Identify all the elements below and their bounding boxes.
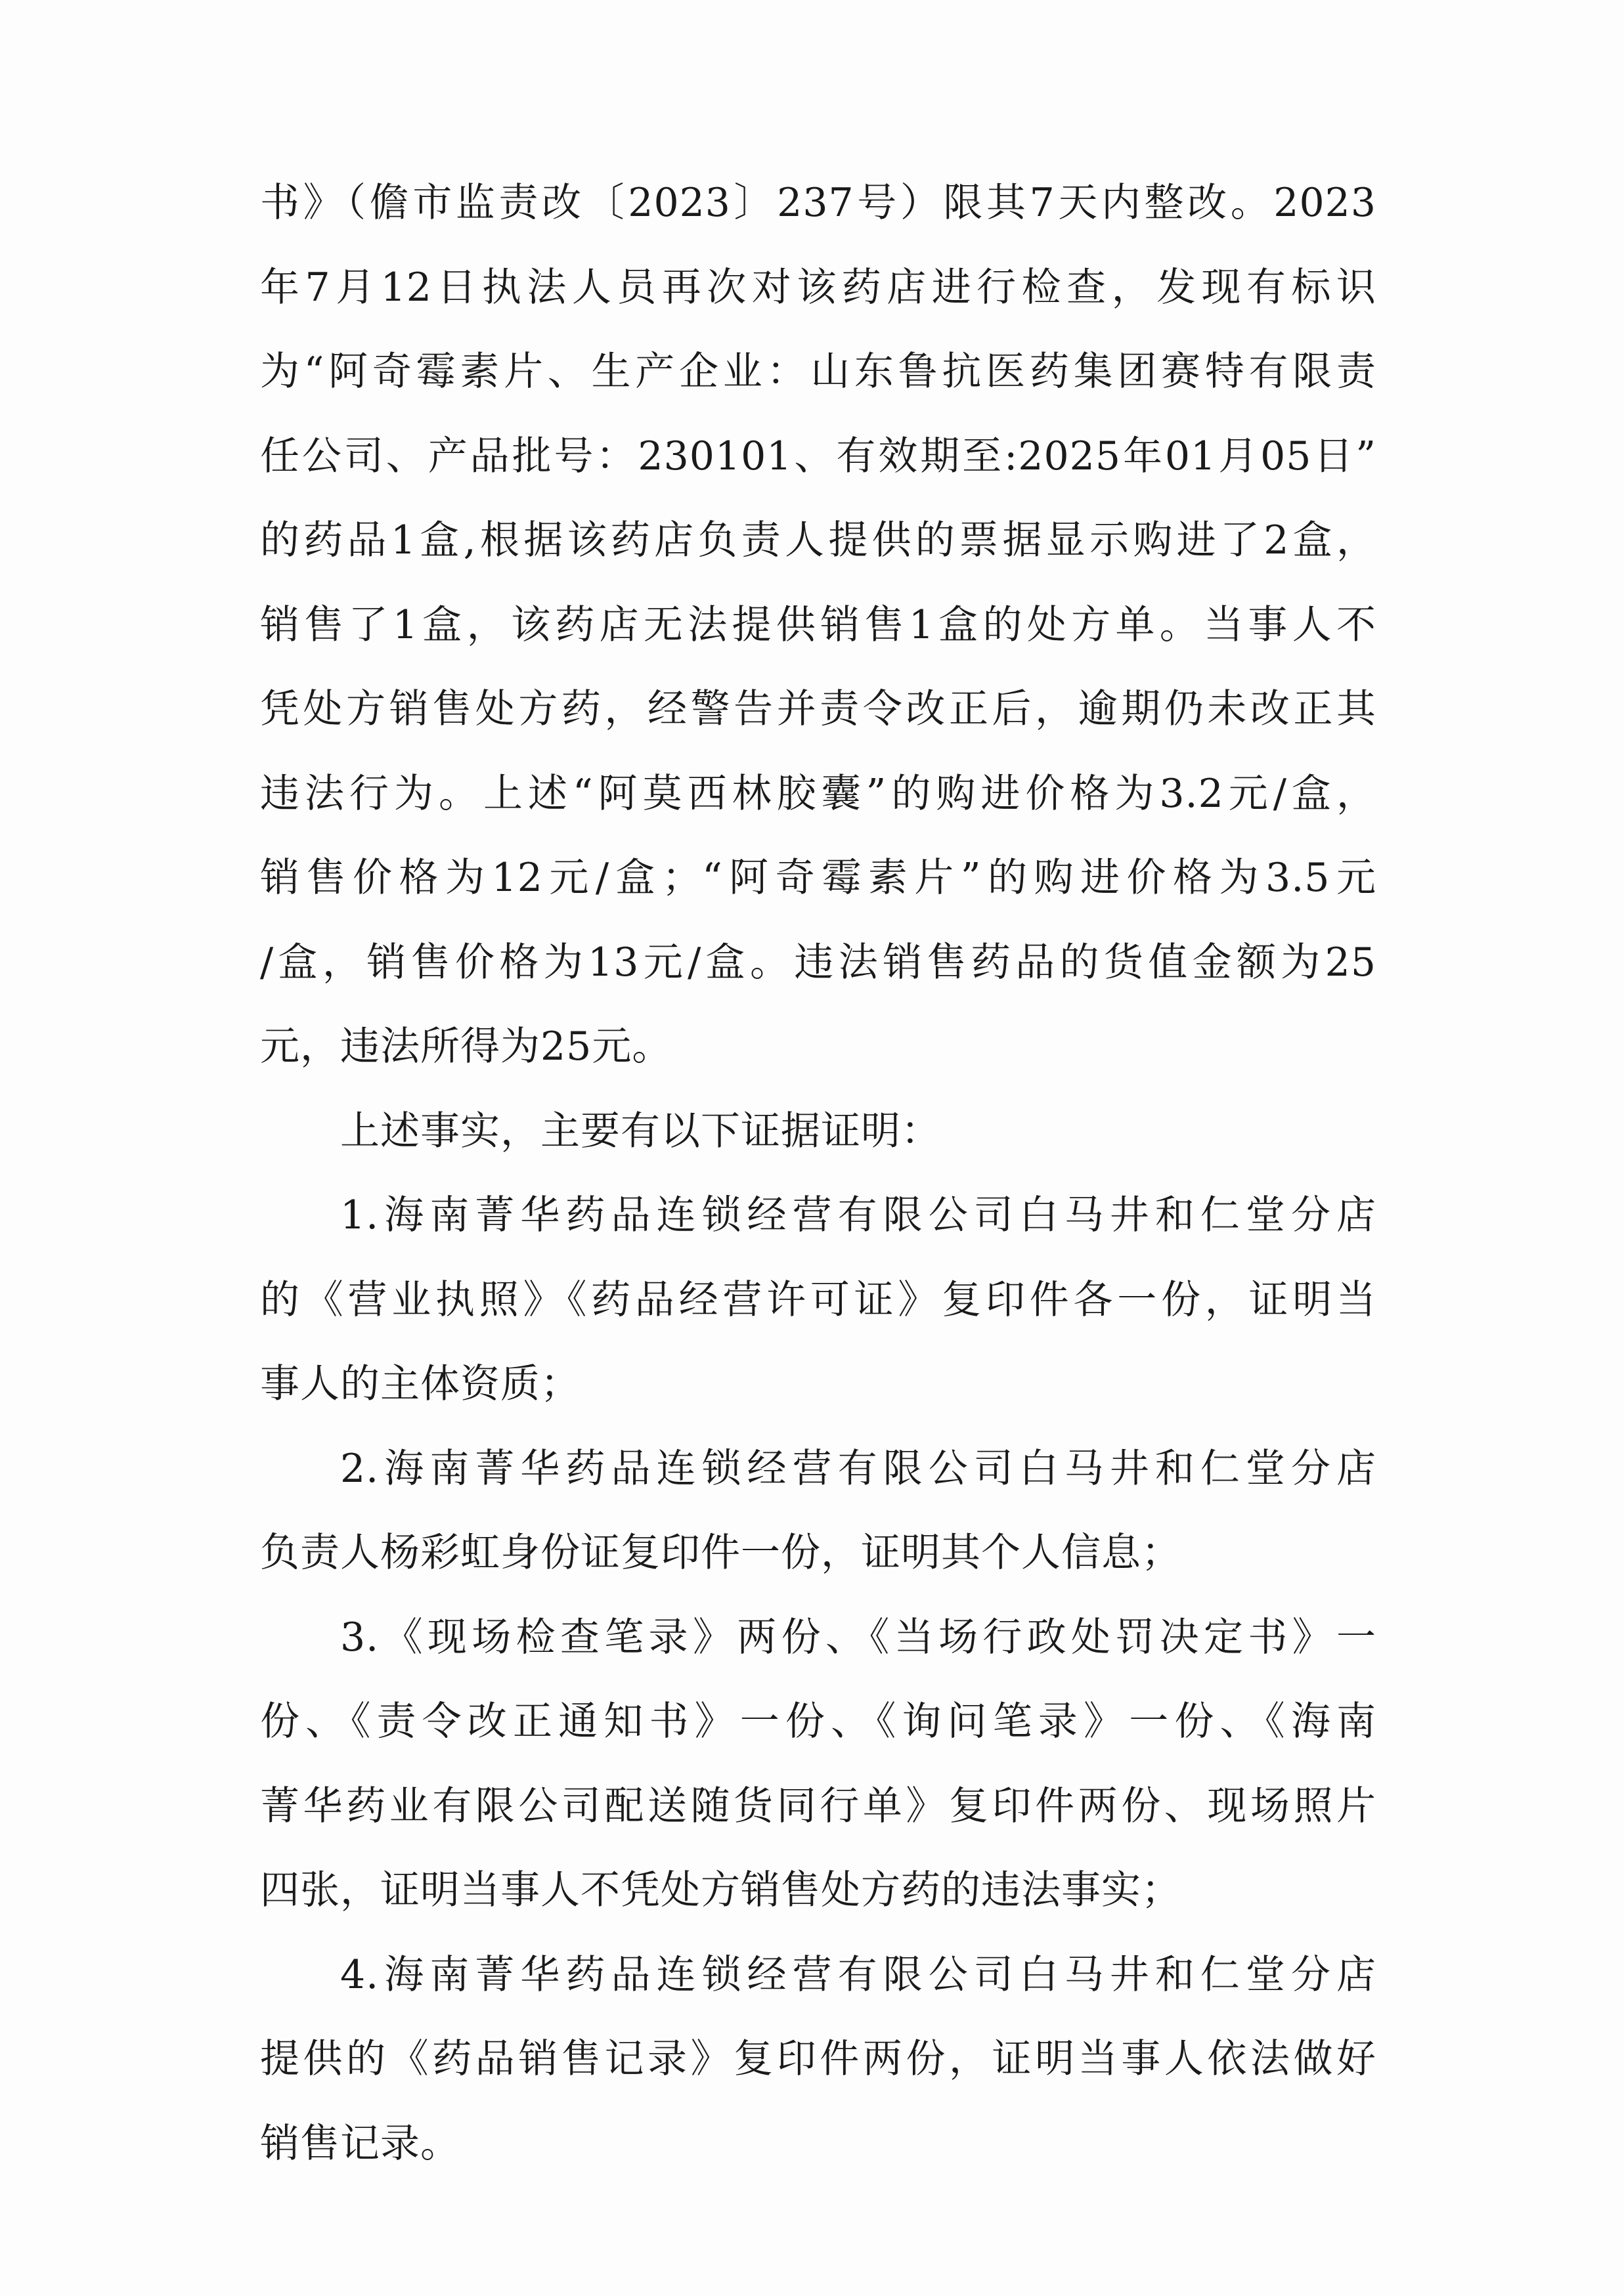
text-line: 销售记录。 — [260, 2120, 460, 2167]
text-line: 销售了1盒，该药店无法提供销售1盒的处方单。当事人不 — [260, 601, 1376, 648]
text-line: 任公司、产品批号：230101、有效期至:2025年01月05日” — [260, 433, 1376, 479]
text-line: 违法行为。上述“阿莫西林胶囊”的购进价格为3.2元/盒， — [260, 770, 1376, 817]
text-line: 的《营业执照》《药品经营许可证》复印件各一份，证明当 — [260, 1276, 1376, 1323]
text-line: 四张，证明当事人不凭处方销售处方药的违法事实； — [260, 1867, 1181, 1913]
text-line: 3.《现场检查笔录》两份、《当场行政处罚决定书》一 — [340, 1614, 1376, 1660]
paragraph-evidence-intro — [260, 1089, 1376, 1174]
text-line: 事人的主体资质； — [260, 1361, 581, 1407]
paragraph-evidence-3 — [260, 1595, 1376, 1933]
text-line: 凭处方销售处方药，经警告并责令改正后，逾期仍未改正其 — [260, 686, 1376, 732]
text-line: 的药品1盒,根据该药店负责人提供的票据显示购进了2盒， — [260, 517, 1376, 563]
text-line: 书》（儋市监责改〔2023〕237号）限其7天内整改。2023 — [260, 180, 1376, 226]
text-line: 销售价格为12元/盒；“阿奇霉素片”的购进价格为3.5元 — [260, 855, 1376, 901]
paragraph-evidence-2 — [260, 1427, 1376, 1595]
text-line: 1.海南菁华药品连锁经营有限公司白马井和仁堂分店 — [340, 1192, 1376, 1238]
text-line: 4.海南菁华药品连锁经营有限公司白马井和仁堂分店 — [340, 1951, 1376, 1998]
document-body — [260, 161, 1376, 2186]
paragraph-facts — [260, 161, 1376, 1089]
text-line: 份、《责令改正通知书》一份、《询问笔录》一份、《海南 — [260, 1699, 1376, 1744]
text-line: 年7月12日执法人员再次对该药店进行检查，发现有标识 — [260, 264, 1376, 311]
text-line: 为“阿奇霉素片、生产企业：山东鲁抗医药集团赛特有限责 — [260, 349, 1376, 395]
paragraph-evidence-1 — [260, 1173, 1376, 1427]
paragraph-evidence-4 — [260, 1933, 1376, 2186]
text-line: 上述事实，主要有以下证据证明： — [340, 1108, 941, 1154]
text-line: /盒，销售价格为13元/盒。违法销售药品的货值金额为25 — [260, 939, 1376, 986]
text-line: 2.海南菁华药品连锁经营有限公司白马井和仁堂分店 — [340, 1445, 1376, 1492]
text-line: 负责人杨彩虹身份证复印件一份，证明其个人信息； — [260, 1530, 1181, 1576]
text-line: 菁华药业有限公司配送随货同行单》复印件两份、现场照片 — [260, 1783, 1376, 1829]
text-line: 提供的《药品销售记录》复印件两份，证明当事人依法做好 — [260, 2036, 1376, 2082]
text-line: 元，违法所得为25元。 — [260, 1024, 672, 1070]
